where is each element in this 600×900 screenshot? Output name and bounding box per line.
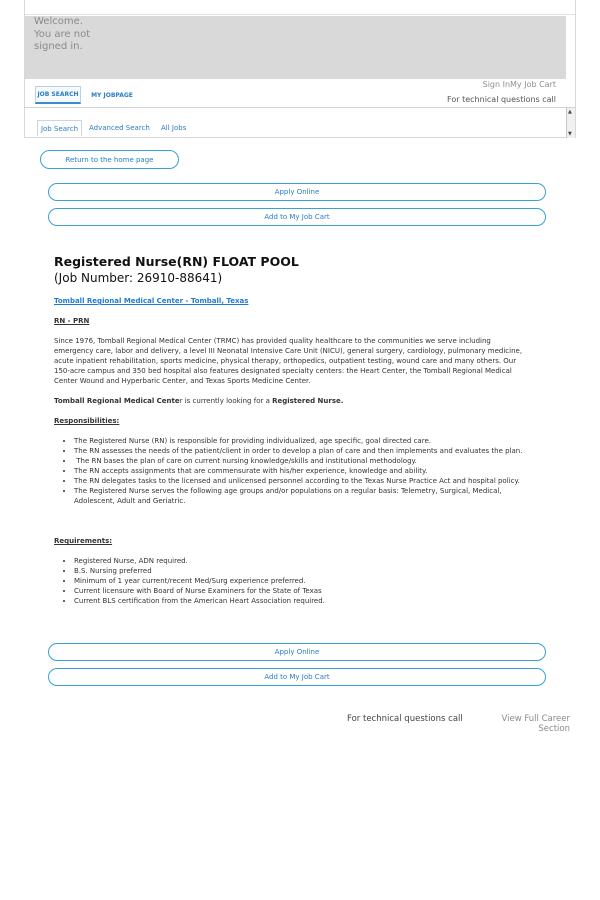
list-item: • The RN bases the plan of care on current nursing knowledge/skills and institutional methodology. [74,456,529,466]
view-full-career-section-link[interactable]: View Full Career Section [501,714,570,734]
list-item: • The RN assesses the needs of the patient/client in order to develop a plan of care and then implements and evaluates the plan. [74,446,529,456]
tech-questions-footer: For technical questions call [347,714,463,724]
sign-in-cart-links[interactable]: Sign InMy Job Cart [482,80,556,89]
looking-mid-text: r is currently looking for a [179,397,273,405]
subtab-advanced-search[interactable]: Advanced Search [89,124,150,132]
requirements-list [54,556,529,606]
job-title: Registered Nurse(RN) FLOAT POOL [54,254,299,269]
list-item: • Registered Nurse, ADN required. [74,556,529,566]
list-item: • Current licensure with Board of Nurse Examiners for the State of Texas [74,586,529,596]
scroll-up-arrow-icon[interactable]: ▲ [568,109,572,115]
subtab-all-jobs[interactable]: All Jobs [161,124,187,132]
tech-questions-header: For technical questions call [447,95,556,104]
apply-online-button-top[interactable]: Apply Online [48,183,546,201]
add-to-cart-button-top[interactable]: Add to My Job Cart [48,208,546,226]
welcome-text: Welcome. You are not signed in. [34,16,91,52]
list-item: • The RN delegates tasks to the licensed and unlicensed personnel according to the Texas Nurse Practice Act and hospital policy. [74,476,529,486]
scroll-down-arrow-icon[interactable]: ▼ [568,131,572,137]
job-description [54,254,529,616]
return-home-button[interactable]: Return to the home page [40,150,179,169]
looking-for-sentence [54,396,529,406]
subtab-job-search[interactable]: Job Search [37,120,82,136]
list-item: • The Registered Nurse serves the following age groups and/or populations on a regular basis: Telemetry, Surgical, Medical, Adolescent, Adult and Geriatric. [74,486,529,506]
hospital-name-bold: Tomball Regional Medical Cente [54,397,180,405]
list-item: • B.S. Nursing preferred [74,566,529,576]
list-item: • Minimum of 1 year current/recent Med/Surg experience preferred. [74,576,529,586]
list-item: • The RN accepts assignments that are commensurate with his/her experience, knowledge and ability. [74,466,529,476]
frame-scrollbar[interactable] [566,108,575,138]
list-item: • The Registered Nurse (RN) is responsible for providing individualized, age specific, goal directed care. [74,436,529,446]
add-to-cart-button-bottom[interactable]: Add to My Job Cart [48,668,546,686]
intro-paragraph: Since 1976, Tomball Regional Medical Center (TRMC) has provided quality healthcare to the communities we serve including emergency care, labor and delivery, a level III Neonatal Intensive Care Unit (NICU), general surgery, cardiology, pulmonary medicine, acute inpatient rehabilitation, sports medicine, physical therapy, orthopedics, outpatient testing, wound care and many others. Our 150-acre campus and 350 bed hospital also features designated specialty centers: the Heart Center, the Tomball Regional Medical Center Wound and Hyperbaric Center, and Texas Sports Medicine Center. [54,337,523,385]
requirements-heading: Requirements: [54,537,113,545]
responsibilities-heading: Responsibilities: [54,417,120,425]
role-bold: Registered Nurse. [272,397,344,405]
shift-heading: RN - PRN [54,317,90,325]
apply-online-button-bottom[interactable]: Apply Online [48,643,546,661]
location-link[interactable]: Tomball Regional Medical Center - Tomball, Texas [54,297,249,305]
welcome-banner [25,16,566,79]
header-top-divider [25,14,575,15]
job-number: (Job Number: 26910-88641) [54,271,223,285]
tab-my-jobpage[interactable]: MY JOBPAGE [91,91,133,99]
spacer [54,516,529,536]
tab-job-search[interactable]: JOB SEARCH [35,86,81,104]
list-item: • Current BLS certification from the American Heart Association required. [74,596,529,606]
responsibilities-list [54,436,529,506]
